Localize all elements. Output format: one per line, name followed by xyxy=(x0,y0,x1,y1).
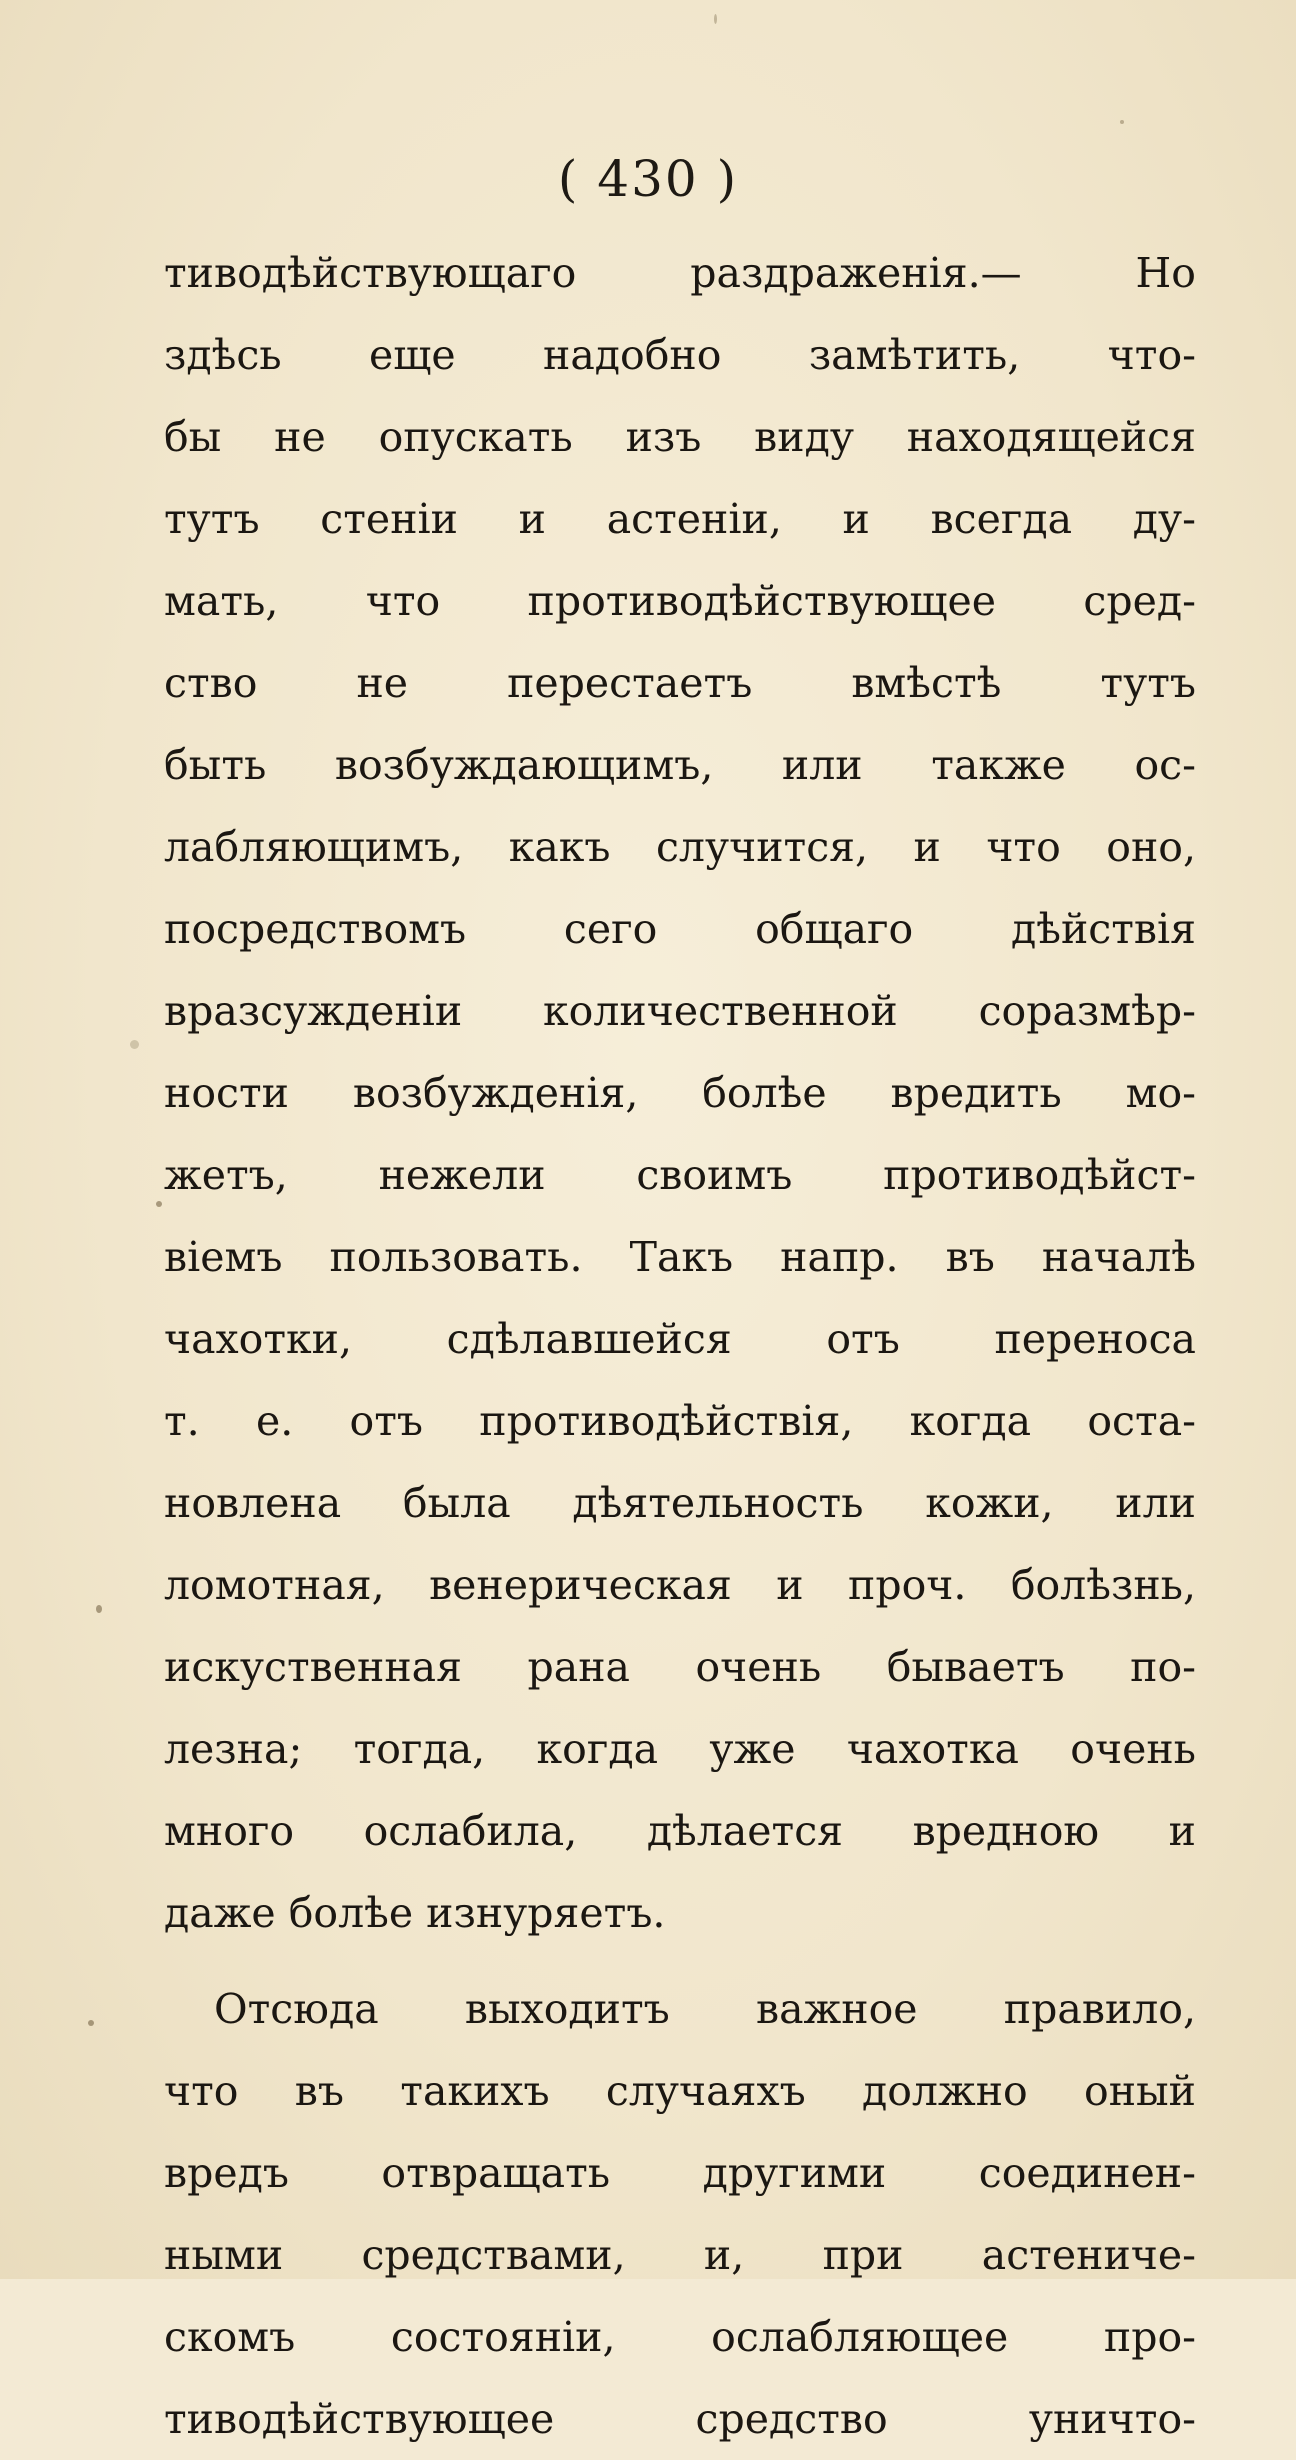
text-line: ство не перестаетъ вмѣстѣ тутъ xyxy=(164,659,1196,707)
text-line: новлена была дѣятельность кожи, или xyxy=(164,1479,1196,1527)
paper-speck xyxy=(130,1040,139,1049)
text-line: быть возбуждающимъ, или также ос- xyxy=(164,741,1196,789)
paper-speck xyxy=(1120,120,1124,124)
text-line: чахотки, сдѣлавшейся отъ переноса xyxy=(164,1315,1196,1363)
body-text xyxy=(164,232,1196,2460)
text-line: вредъ отвращать другими соединен- xyxy=(164,2149,1196,2197)
paper-speck xyxy=(714,14,717,24)
text-line: бы не опускать изъ виду находящейся xyxy=(164,413,1196,461)
text-line: вразсужденіи количественной соразмѣр- xyxy=(164,987,1196,1035)
paper-speck xyxy=(96,1605,102,1613)
page-number: ( 430 ) xyxy=(557,150,739,208)
text-line: ломотная, венерическая и проч. болѣзнь, xyxy=(164,1561,1196,1609)
text-line: віемъ пользовать. Такъ напр. въ началѣ xyxy=(164,1233,1196,1281)
text-line: тиводѣйствующее средство уничто- xyxy=(164,2395,1196,2443)
text-line: искуственная рана очень бываетъ по- xyxy=(164,1643,1196,1691)
text-line: т. е. отъ противодѣйствія, когда оста- xyxy=(164,1397,1196,1445)
text-line: что въ такихъ случаяхъ должно оный xyxy=(164,2067,1196,2115)
text-line: жетъ, нежели своимъ противодѣйст- xyxy=(164,1151,1196,1199)
text-line: здѣсь еще надобно замѣтить, что- xyxy=(164,331,1196,379)
text-line: скомъ состояніи, ослабляющее про- xyxy=(164,2313,1196,2361)
text-line: ности возбужденія, болѣе вредить мо- xyxy=(164,1069,1196,1117)
paragraph xyxy=(164,1968,1196,2460)
paper-speck xyxy=(88,2020,94,2026)
paper-speck xyxy=(156,1201,162,1207)
text-line: Отсюда выходитъ важное правило, xyxy=(214,1985,1196,2033)
text-line: посредствомъ сего общаго дѣйствія xyxy=(164,905,1196,953)
text-line: ными средствами, и, при астениче- xyxy=(164,2231,1196,2279)
text-line: много ослабила, дѣлается вредною и xyxy=(164,1807,1196,1855)
text-line: лезна; тогда, когда уже чахотка очень xyxy=(164,1725,1196,1773)
text-line: лабляющимъ, какъ случится, и что оно, xyxy=(164,823,1196,871)
text-line: даже болѣе изнуряетъ. xyxy=(164,1889,666,1937)
text-line: тиводѣйствующаго раздраженія.— Но xyxy=(164,249,1196,297)
paragraph xyxy=(164,232,1196,1954)
text-line: тутъ стеніи и астеніи, и всегда ду- xyxy=(164,495,1196,543)
text-line: мать, что противодѣйствующее сред- xyxy=(164,577,1196,625)
